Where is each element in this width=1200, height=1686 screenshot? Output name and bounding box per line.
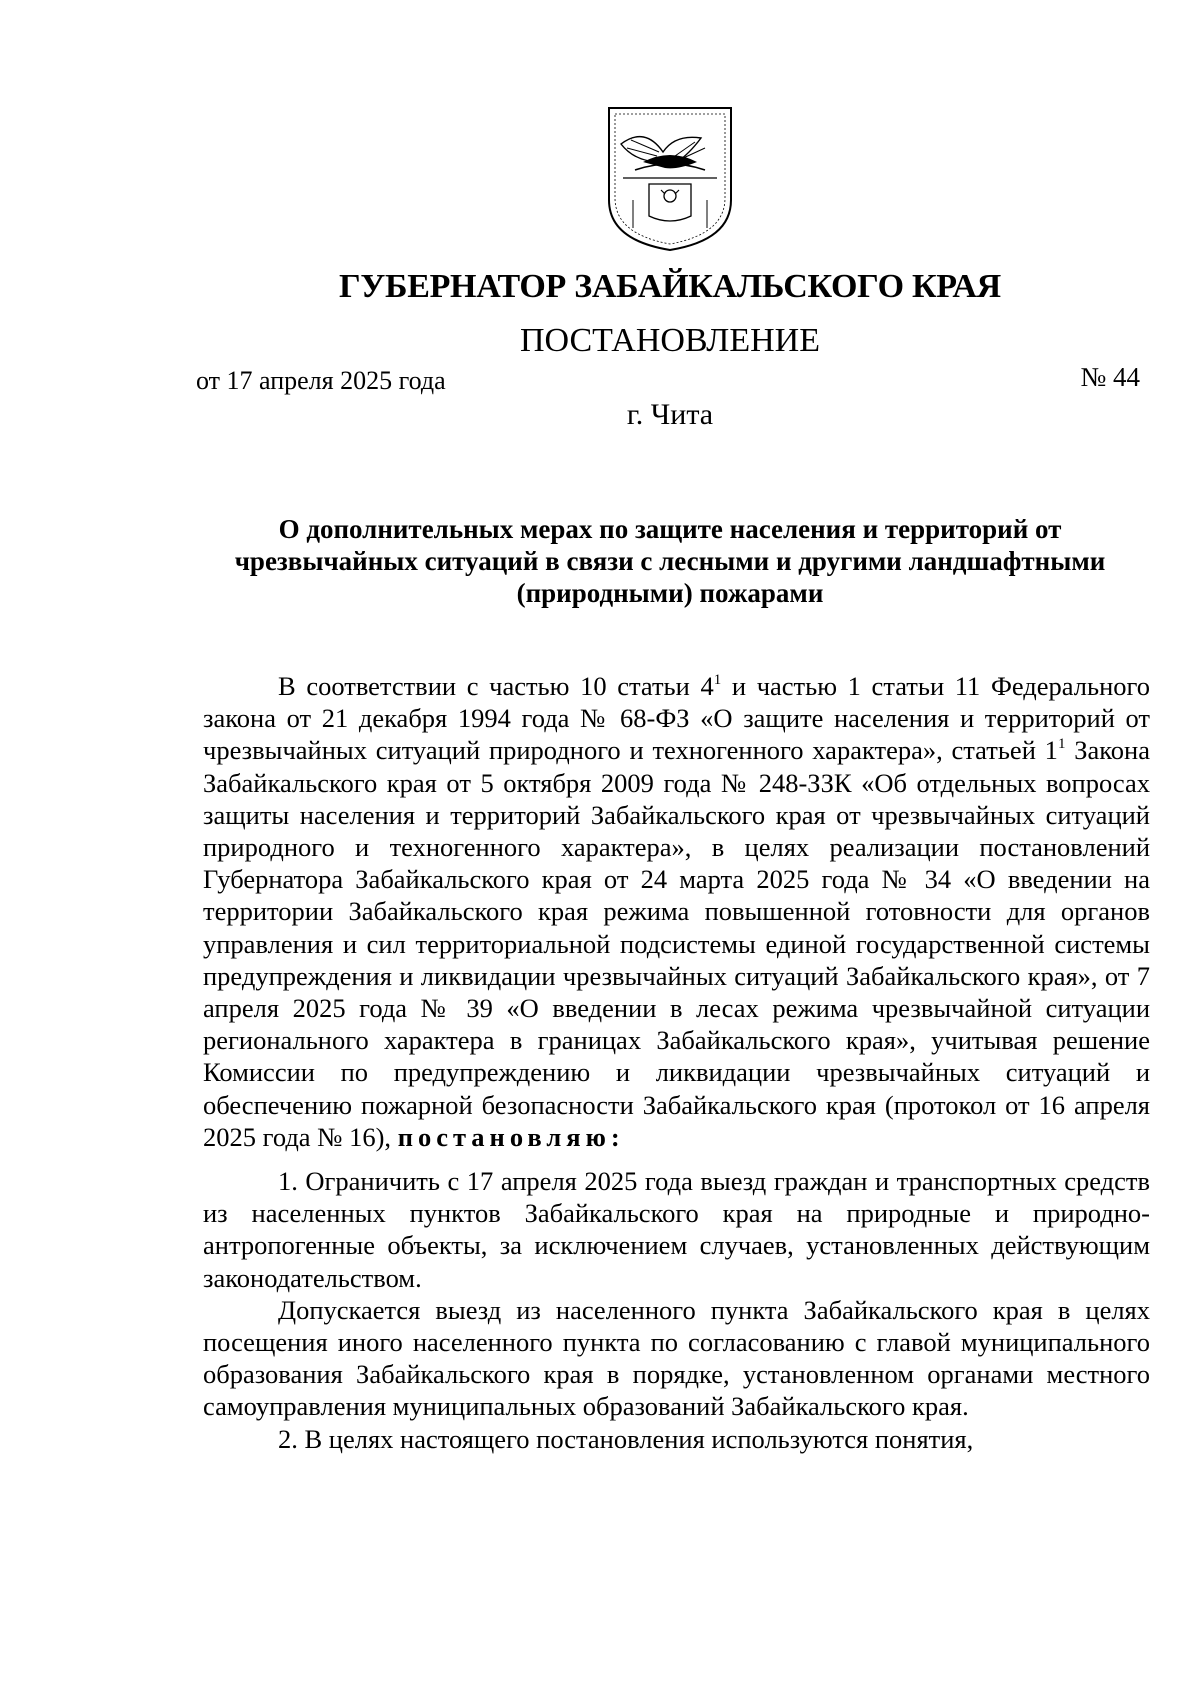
subject-line: (природными) пожарами — [516, 578, 824, 608]
document-body — [203, 670, 1150, 1455]
preamble-paragraph — [203, 670, 1150, 1153]
clause-1-exception: Допускается выезд из населенного пункта Забайкальского края в целях посещения иного населенного пункта по согласованию с главой муниципального образования Забайкальского края в порядке, установленном органами местного самоуправления муниципальных образований Забайкальского края. — [203, 1294, 1150, 1422]
resolve-word: постановляю: — [397, 1121, 625, 1152]
superscript: 1 — [1057, 736, 1066, 753]
subject-line: чрезвычайных ситуаций в связи с лесными и другими ландшафтными — [234, 546, 1106, 576]
document-subject — [160, 513, 1180, 609]
clause-2: 2. В целях настоящего постановления используются понятия, — [278, 1423, 974, 1454]
document-date: от 17 апреля 2025 года — [196, 366, 446, 395]
document-number: № 44 — [1080, 362, 1140, 392]
document-type: ПОСТАНОВЛЕНИЕ — [519, 322, 821, 359]
governor-title: ГУБЕРНАТОР ЗАБАЙКАЛЬСКОГО КРАЯ — [339, 268, 1001, 305]
preamble-text: и частью 1 статьи 11 Федерального закона от 21 декабря 1994 года № 68-ФЗ «О защите населения и территорий от чрезвычайных ситуаций природного и техногенного характера», статьей 1 — [203, 671, 1150, 766]
subject-line: О дополнительных мерах по защите населения и территорий от — [278, 514, 1062, 544]
preamble-text: В соответствии с частью 10 статьи 4 — [278, 671, 714, 701]
superscript: 1 — [713, 672, 722, 688]
document-city: г. Чита — [626, 398, 714, 431]
zabaikalsky-coat-of-arms-icon — [605, 104, 735, 252]
preamble-text: Закона Забайкальского края от 5 октября 2009 года № 248-ЗЗК «Об отдельных вопросах защиты населения и территорий Забайкальского края от чрезвычайных ситуаций природного и техногенного характера», в целях реализации постановлений Губернатора Забайкальского края от 24 марта 2025 года № 34 «О введении на территории Забайкальского края режима повышенной готовности для органов управления и сил территориальной подсистемы единой государственной системы предупреждения и ликвидации чрезвычайных ситуаций Забайкальского края», от 7 апреля 2025 года № 39 «О введении в лесах режима чрезвычайной ситуации регионального характера в границах Забайкальского края», учитывая решение Комиссии по предупреждению и ликвидации чрезвычайных ситуаций и обеспечению пожарной безопасности Забайкальского края (протокол от 16 апреля 2025 года № 16), — [203, 735, 1151, 1152]
clause-1: 1. Ограничить с 17 апреля 2025 года выезд граждан и транспортных средств из населенных пунктов Забайкальского края на природные и природно-антропогенные объекты, за исключением случаев, установленных действующим законодательством. — [203, 1166, 1150, 1293]
